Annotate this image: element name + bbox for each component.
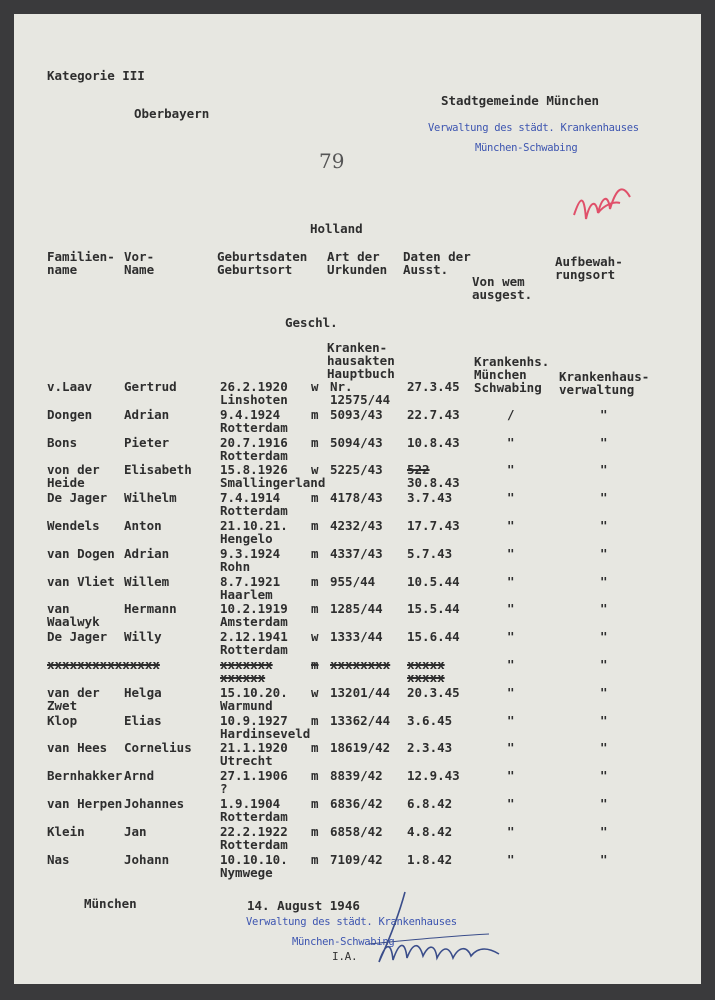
footer-city: München bbox=[84, 896, 137, 911]
cell-document: xxxxxxxx bbox=[330, 657, 391, 672]
cell-sex: w bbox=[311, 684, 319, 700]
country-heading: Holland bbox=[310, 221, 363, 236]
cell-issued-by: " bbox=[507, 462, 515, 478]
cell-birth-date: 9.4.1924 bbox=[220, 406, 281, 422]
cell-first-name: Gertrud bbox=[124, 379, 177, 394]
cell-storage: " bbox=[600, 462, 608, 478]
cell-issued-by: " bbox=[507, 851, 515, 867]
cell-issued-by: " bbox=[507, 712, 515, 728]
cell-first-name: Wilhelm bbox=[124, 490, 177, 506]
table-row bbox=[14, 575, 701, 603]
col-birth: Geburtsdaten Geburtsort bbox=[217, 249, 308, 277]
cell-document: 955/44 bbox=[330, 573, 376, 589]
cell-issued-by: " bbox=[507, 573, 515, 589]
cell-storage: " bbox=[600, 657, 608, 672]
cell-storage: " bbox=[600, 434, 608, 450]
cell-family-name-cont: Heide bbox=[47, 475, 85, 491]
cell-issue-date: 4.8.42 bbox=[407, 823, 453, 839]
cell-storage: " bbox=[600, 796, 608, 811]
cell-issued-by: / bbox=[507, 406, 515, 422]
cell-family-name: Bernhakker bbox=[47, 768, 123, 784]
cell-birth-place: Haarlem bbox=[220, 586, 273, 602]
cell-storage: " bbox=[600, 573, 608, 589]
cell-family-name: van Vliet bbox=[47, 573, 115, 589]
cell-family-name-cont: Zwet bbox=[47, 697, 78, 713]
cell-first-name: Anton bbox=[124, 518, 162, 533]
table-row bbox=[14, 769, 701, 797]
cell-issue-date: 10.5.44 bbox=[407, 573, 460, 589]
cell-birth-place: Hengelo bbox=[220, 531, 273, 546]
cell-birth-date: xxxxxxx bbox=[220, 657, 273, 672]
cell-first-name: Adrian bbox=[124, 406, 170, 422]
cell-birth-place: Amsterdam bbox=[220, 614, 288, 630]
cell-storage: " bbox=[600, 406, 608, 422]
col-storage: Aufbewah- rungsort bbox=[555, 254, 623, 282]
cell-issue-date: 5.7.43 bbox=[407, 545, 453, 561]
cell-document: 4178/43 bbox=[330, 490, 383, 506]
cell-issue-date: 1.8.42 bbox=[407, 851, 453, 867]
cell-issued-by: " bbox=[507, 768, 515, 784]
cell-sex: w bbox=[311, 379, 319, 394]
cell-storage: " bbox=[600, 545, 608, 561]
cell-birth-date: 26.2.1920 bbox=[220, 379, 288, 394]
cell-first-name: Willem bbox=[124, 573, 170, 589]
handwritten-signature bbox=[349, 884, 519, 974]
cell-birth-date: 10.9.1927 bbox=[220, 712, 288, 728]
table-row bbox=[14, 630, 701, 658]
footer-stamp-line-1: Verwaltung des städt. Krankenhauses bbox=[246, 916, 457, 928]
cell-birth-date: 21.10.21. bbox=[220, 518, 288, 533]
cell-issue-date-cont: xxxxx bbox=[407, 670, 445, 685]
cell-birth-place: Rotterdam bbox=[220, 642, 288, 658]
cell-issue-date: 15.6.44 bbox=[407, 629, 460, 645]
cell-issued-by: " bbox=[507, 740, 515, 756]
cell-document: 5225/43 bbox=[330, 462, 383, 478]
cell-issued-by: " bbox=[507, 823, 515, 839]
municipality-label: Stadtgemeinde München bbox=[441, 93, 600, 108]
table-row bbox=[14, 408, 701, 436]
cell-issue-date: 3.7.43 bbox=[407, 490, 453, 506]
cell-document: 1285/44 bbox=[330, 601, 383, 617]
cell-birth-place: Nymwege bbox=[220, 864, 273, 880]
table-row bbox=[14, 714, 701, 742]
cell-birth-place: ? bbox=[220, 781, 228, 797]
table-row bbox=[14, 436, 701, 464]
table-row bbox=[14, 741, 701, 769]
cell-birth-date: 15.10.20. bbox=[220, 684, 288, 700]
cell-issue-date: 17.7.43 bbox=[407, 518, 460, 533]
cell-birth-place: Linshoten bbox=[220, 392, 288, 407]
cell-storage: " bbox=[600, 740, 608, 756]
table-row bbox=[14, 602, 701, 630]
cell-document: 13201/44 bbox=[330, 684, 391, 700]
footer-date: 14. August 1946 bbox=[247, 898, 360, 913]
table-row bbox=[14, 380, 701, 408]
col-sex: Geschl. bbox=[285, 315, 338, 330]
cell-birth-date: 7.4.1914 bbox=[220, 490, 281, 506]
cell-first-name: Elisabeth bbox=[124, 462, 192, 478]
cell-sex: m bbox=[311, 712, 319, 728]
cell-document: Nr. bbox=[330, 379, 353, 394]
cell-document: 13362/44 bbox=[330, 712, 391, 728]
table-row bbox=[14, 463, 701, 491]
cell-sex: m bbox=[311, 573, 319, 589]
cell-birth-date: 2.12.1941 bbox=[220, 629, 288, 645]
cell-issued-by: " bbox=[507, 490, 515, 506]
cell-sex: w bbox=[311, 462, 319, 478]
cell-issue-date: 12.9.43 bbox=[407, 768, 460, 784]
cell-sex: m bbox=[311, 518, 319, 533]
cell-first-name: Helga bbox=[124, 684, 162, 700]
cell-birth-date: 10.2.1919 bbox=[220, 601, 288, 617]
cell-storage: " bbox=[600, 712, 608, 728]
cell-document: 1333/44 bbox=[330, 629, 383, 645]
cell-birth-place: Rotterdam bbox=[220, 447, 288, 463]
cell-storage: " bbox=[600, 851, 608, 867]
table-row bbox=[14, 658, 701, 686]
cell-birth-date: 10.10.10. bbox=[220, 851, 288, 867]
cell-first-name: Elias bbox=[124, 712, 162, 728]
cell-issued-by: " bbox=[507, 545, 515, 561]
cell-birth-place: Smallingerland bbox=[220, 475, 326, 491]
cell-sex: m bbox=[311, 434, 319, 450]
cell-document: 18619/42 bbox=[330, 740, 391, 756]
cell-issue-date: 20.3.45 bbox=[407, 684, 460, 700]
cell-birth-date: 21.1.1920 bbox=[220, 740, 288, 756]
cell-document-cont: 12575/44 bbox=[330, 392, 391, 407]
cell-birth-date: 9.3.1924 bbox=[220, 545, 281, 561]
region-label: Oberbayern bbox=[134, 106, 210, 121]
cell-family-name: Klein bbox=[47, 823, 85, 839]
cell-family-name: Nas bbox=[47, 851, 70, 867]
cell-first-name: Pieter bbox=[124, 434, 170, 450]
cell-document: 4232/43 bbox=[330, 518, 383, 533]
cell-issued-by: " bbox=[507, 434, 515, 450]
table-row bbox=[14, 519, 701, 547]
cell-first-name: Arnd bbox=[124, 768, 155, 784]
cell-issue-date: 522 bbox=[407, 462, 430, 478]
cell-sex: m bbox=[311, 545, 319, 561]
cell-first-name: Cornelius bbox=[124, 740, 192, 756]
cell-issue-date: xxxxx bbox=[407, 657, 445, 672]
cell-issue-date: 10.8.43 bbox=[407, 434, 460, 450]
col-issue-date: Daten der Ausst. bbox=[403, 249, 471, 277]
cell-family-name: xxxxxxxxxxxxxxx bbox=[47, 657, 160, 672]
stamp-line-1: Verwaltung des städt. Krankenhauses bbox=[428, 122, 639, 134]
cell-storage: " bbox=[600, 684, 608, 700]
first-row-issued-by: Krankenhs. München Schwabing bbox=[474, 354, 550, 395]
cell-issue-date: 22.7.43 bbox=[407, 406, 460, 422]
cell-document: 7109/42 bbox=[330, 851, 383, 867]
cell-sex: m bbox=[311, 851, 319, 867]
cell-family-name: van Dogen bbox=[47, 545, 115, 561]
cell-birth-place: Rotterdam bbox=[220, 836, 288, 852]
col-issued-by: Von wem ausgest. bbox=[472, 274, 533, 302]
cell-birth-date: 22.2.1922 bbox=[220, 823, 288, 839]
cell-first-name: Jan bbox=[124, 823, 147, 839]
cell-sex: m bbox=[311, 740, 319, 756]
cell-sex: m bbox=[311, 823, 319, 839]
cell-birth-date: 27.1.1906 bbox=[220, 768, 288, 784]
red-scribble-mark bbox=[570, 179, 640, 239]
cell-sex: m bbox=[311, 657, 319, 672]
stamp-line-2: München-Schwabing bbox=[475, 142, 578, 154]
cell-sex: m bbox=[311, 406, 319, 422]
table-row bbox=[14, 797, 701, 825]
cell-issue-date: 2.3.43 bbox=[407, 740, 453, 756]
cell-birth-place: Rotterdam bbox=[220, 503, 288, 519]
footer-initials: I.A. bbox=[332, 950, 358, 963]
col-family-name: Familien- name bbox=[47, 249, 115, 277]
cell-issue-date-cont: 30.8.43 bbox=[407, 475, 460, 491]
cell-issue-date: 27.3.45 bbox=[407, 379, 460, 394]
cell-family-name-cont: Waalwyk bbox=[47, 614, 100, 630]
cell-issued-by: " bbox=[507, 796, 515, 811]
cell-family-name: von der bbox=[47, 462, 100, 478]
cell-family-name: De Jager bbox=[47, 629, 108, 645]
cell-family-name: v.Laav bbox=[47, 379, 93, 394]
doc-type-heading: Kranken- hausakten Hauptbuch bbox=[327, 340, 395, 381]
table-row bbox=[14, 686, 701, 714]
cell-birth-place: Hardinseveld bbox=[220, 725, 311, 741]
cell-sex: m bbox=[311, 768, 319, 784]
cell-document: 6858/42 bbox=[330, 823, 383, 839]
cell-birth-place: Utrecht bbox=[220, 753, 273, 769]
cell-family-name: Wendels bbox=[47, 518, 100, 533]
cell-storage: " bbox=[600, 768, 608, 784]
cell-issue-date: 6.8.42 bbox=[407, 796, 453, 811]
cell-issued-by: " bbox=[507, 629, 515, 645]
cell-family-name: Klop bbox=[47, 712, 78, 728]
cell-first-name: Johannes bbox=[124, 796, 185, 811]
cell-sex: m bbox=[311, 601, 319, 617]
cell-birth-date: 1.9.1904 bbox=[220, 796, 281, 811]
footer-stamp-line-2: München-Schwabing bbox=[292, 936, 395, 948]
cell-document: 5094/43 bbox=[330, 434, 383, 450]
cell-family-name: van Hees bbox=[47, 740, 108, 756]
cell-birth-place: Rotterdam bbox=[220, 809, 288, 824]
cell-issue-date: 15.5.44 bbox=[407, 601, 460, 617]
cell-issued-by: " bbox=[507, 684, 515, 700]
cell-document: 4337/43 bbox=[330, 545, 383, 561]
cell-storage: " bbox=[600, 823, 608, 839]
table-row bbox=[14, 853, 701, 881]
col-first-name: Vor- Name bbox=[124, 249, 155, 277]
cell-storage: " bbox=[600, 518, 608, 533]
cell-document: 6836/42 bbox=[330, 796, 383, 811]
cell-family-name: Bons bbox=[47, 434, 78, 450]
table-row bbox=[14, 825, 701, 853]
cell-birth-place: xxxxxx bbox=[220, 670, 266, 685]
cell-issue-date: 3.6.45 bbox=[407, 712, 453, 728]
col-doc-type: Art der Urkunden bbox=[327, 249, 388, 277]
cell-family-name: van bbox=[47, 601, 70, 617]
page-number: 79 bbox=[319, 149, 345, 173]
cell-sex: m bbox=[311, 796, 319, 811]
cell-birth-place: Rohn bbox=[220, 558, 251, 574]
cell-first-name: Hermann bbox=[124, 601, 177, 617]
cell-document: 8839/42 bbox=[330, 768, 383, 784]
table-row bbox=[14, 491, 701, 519]
cell-birth-date: 15.8.1926 bbox=[220, 462, 288, 478]
cell-family-name: Dongen bbox=[47, 406, 93, 422]
category-label: Kategorie III bbox=[47, 68, 145, 83]
cell-birth-place: Rotterdam bbox=[220, 419, 288, 435]
cell-sex: m bbox=[311, 490, 319, 506]
cell-birth-date: 20.7.1916 bbox=[220, 434, 288, 450]
cell-storage: " bbox=[600, 601, 608, 617]
table-row bbox=[14, 547, 701, 575]
cell-document: 5093/43 bbox=[330, 406, 383, 422]
cell-first-name: Adrian bbox=[124, 545, 170, 561]
cell-issued-by: " bbox=[507, 601, 515, 617]
cell-birth-date: 8.7.1921 bbox=[220, 573, 281, 589]
first-row-storage: Krankenhaus- verwaltung bbox=[559, 369, 650, 397]
cell-storage: " bbox=[600, 490, 608, 506]
cell-storage: " bbox=[600, 629, 608, 645]
cell-first-name: Johann bbox=[124, 851, 170, 867]
cell-birth-place: Warmund bbox=[220, 697, 273, 713]
cell-issued-by: " bbox=[507, 518, 515, 533]
cell-sex: w bbox=[311, 629, 319, 645]
cell-family-name: van der bbox=[47, 684, 100, 700]
cell-family-name: De Jager bbox=[47, 490, 108, 506]
cell-first-name: Willy bbox=[124, 629, 162, 645]
cell-issued-by: " bbox=[507, 657, 515, 672]
cell-family-name: van Herpen bbox=[47, 796, 123, 811]
document-page bbox=[14, 14, 701, 984]
